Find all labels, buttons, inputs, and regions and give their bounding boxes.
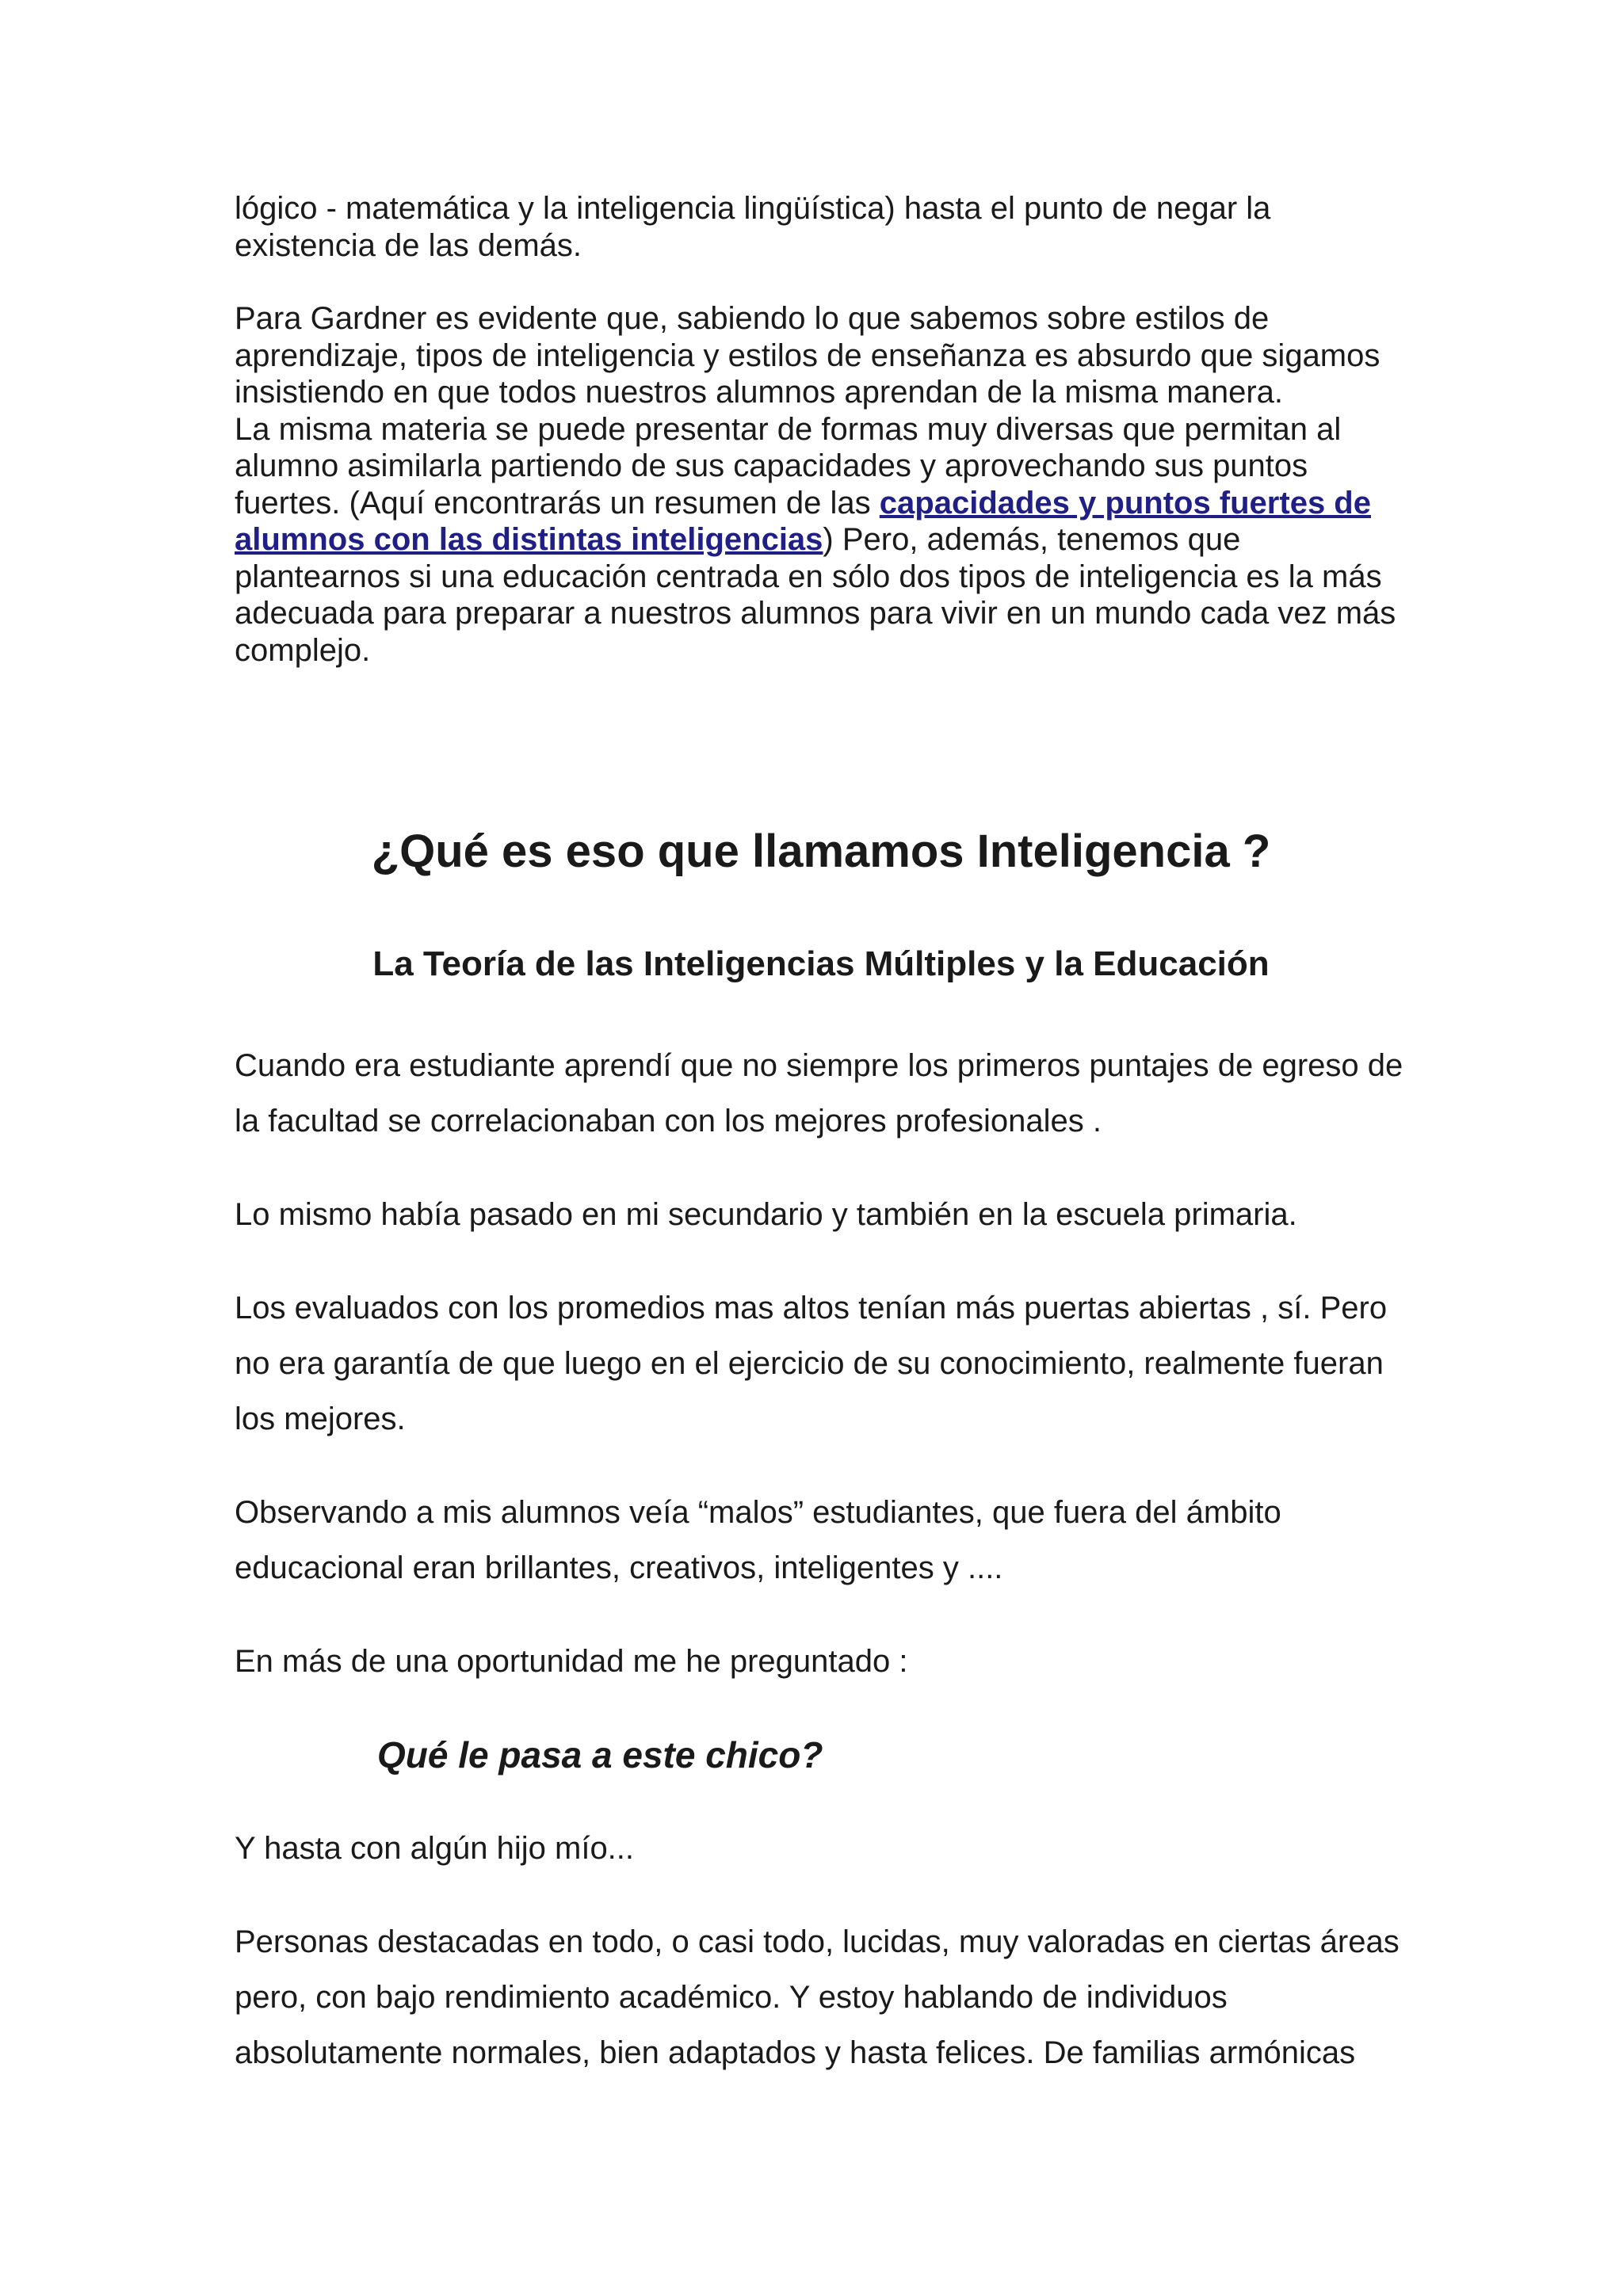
body-paragraph-2: Lo mismo había pasado en mi secundario y también en la escuela primaria. bbox=[235, 1197, 1297, 1232]
body-paragraph-1: Cuando era estudiante aprendí que no siempre los primeros puntajes de egreso de la facultad se correlacionaban con los mejores profesionales . bbox=[235, 1048, 1403, 1138]
body-paragraph-6: Y hasta con algún hijo mío... bbox=[235, 1831, 635, 1866]
document-page bbox=[235, 190, 1407, 2070]
body-paragraph-4: Observando a mis alumnos veía “malos” estudiantes, que fuera del ámbito educacional eran brillantes, creativos, inteligentes y .... bbox=[235, 1495, 1281, 1585]
body-paragraph-7: Personas destacadas en todo, o casi todo, lucidas, muy valoradas en ciertas áreas pero, con bajo rendimiento académico. Y estoy hablando de individuos absolutamente normales, bien adaptados y hasta felices. De familias armónicas bbox=[235, 1924, 1400, 2070]
capacidades-link[interactable]: capacidades y puntos fuertes de alumnos con las distintas inteligencias bbox=[235, 485, 1371, 557]
intro-section bbox=[235, 190, 1407, 669]
section-title: ¿Qué es eso que llamamos Inteligencia ? bbox=[371, 826, 1271, 877]
body-paragraph-3: Los evaluados con los promedios mas altos tenían más puertas abiertas , sí. Pero no era garantía de que luego en el ejercicio de su conocimiento, realmente fueran los mejores. bbox=[235, 1291, 1388, 1436]
body-paragraph-5: En más de una oportunidad me he preguntado : bbox=[235, 1644, 908, 1679]
intro-gardner-paragraph: Para Gardner es evidente que, sabiendo lo que sabemos sobre estilos de aprendizaje, tipos de inteligencia y estilos de enseñanza es absurdo que sigamos insistiendo en que todos nuestros alumnos aprendan de la misma manera. bbox=[235, 301, 1381, 410]
intro-continuation-paragraph: lógico - matemática y la inteligencia lingüística) hasta el punto de negar la existencia de las demás. bbox=[235, 191, 1271, 263]
intro-materia-text-after: ) Pero, además, tenemos que plantearnos si una educación centrada en sólo dos tipos de inteligencia es la más adecuada para preparar a nuestros alumnos para vivir en un mundo cada vez más complejo. bbox=[235, 522, 1396, 668]
intro-materia-text-before: La misma materia se puede presentar de formas muy diversas que permitan al alumno asimilarla partiendo de sus capacidades y aprovechando sus puntos fuertes. (Aquí encontrarás un resumen de las bbox=[235, 411, 1342, 521]
intro-materia-paragraph bbox=[235, 411, 1407, 669]
section-subtitle: La Teoría de las Inteligencias Múltiples y la Educación bbox=[372, 944, 1270, 983]
question-heading: Qué le pasa a este chico? bbox=[377, 1734, 823, 1775]
body-section bbox=[235, 1038, 1407, 2119]
